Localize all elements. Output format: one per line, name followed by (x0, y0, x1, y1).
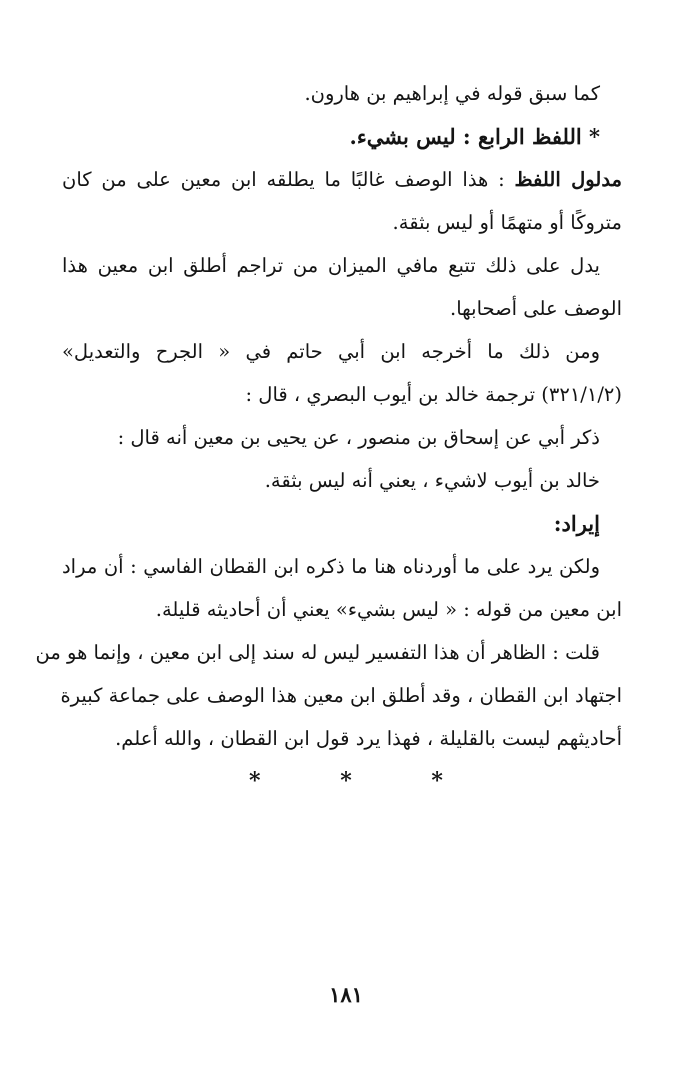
text-line-8: (٣٢١/١/٢) ترجمة خالد بن أيوب البصري ، قال : (245, 383, 622, 406)
text-line-16: أحاديثهم ليست بالقليلة ، فهذا يرد قول ابن القطان ، والله أعلم. (115, 727, 622, 750)
separator-star: * (249, 768, 261, 794)
text-line-3 (62, 158, 622, 201)
text-line-7: ومن ذلك ما أخرجه ابن أبي حاتم في « الجرح والتعديل» (62, 340, 600, 363)
text-line-4: متروكًا أو متهمًا أو ليس بثقة. (392, 211, 622, 234)
section-separator (0, 768, 692, 794)
quote-line-1: ذكر أبي عن إسحاق بن منصور ، عن يحيى بن معين أنه قال : (117, 426, 600, 449)
quote-line-2: خالد بن أيوب لاشيء ، يعني أنه ليس بثقة. (264, 469, 600, 492)
text-line-15: اجتهاد ابن القطان ، وقد أطلق ابن معين هذا الوصف على جماعة كبيرة (60, 684, 622, 707)
separator-star: * (431, 768, 443, 794)
section-heading-fourth-term: * اللفظ الرابع : ليس بشيء. (349, 124, 600, 149)
separator-star: * (340, 768, 352, 794)
page-body (35, 72, 623, 760)
objection-heading: إيراد: (553, 511, 600, 536)
text-line-6: الوصف على أصحابها. (450, 297, 622, 320)
text-line-12: ولكن يرد على ما أوردناه هنا ما ذكره ابن القطان الفاسي : أن مراد (62, 555, 600, 578)
text-line-13: ابن معين من قوله : « ليس بشيء» يعني أن أحاديثه قليلة. (155, 598, 622, 621)
text-line-5: يدل على ذلك تتبع مافي الميزان من تراجم أطلق ابن معين هذا (62, 254, 600, 277)
text-line-1: كما سبق قوله في إبراهيم بن هارون. (304, 82, 600, 105)
page-number: ١٨١ (329, 982, 363, 1007)
term-meaning-label: مدلول اللفظ (514, 168, 623, 191)
text-line-14: قلت : الظاهر أن هذا التفسير ليس له سند إلى ابن معين ، وإنما هو من (35, 641, 600, 664)
term-meaning-text: : هذا الوصف غالبًا ما يطلقه ابن معين على من كان (62, 168, 505, 191)
